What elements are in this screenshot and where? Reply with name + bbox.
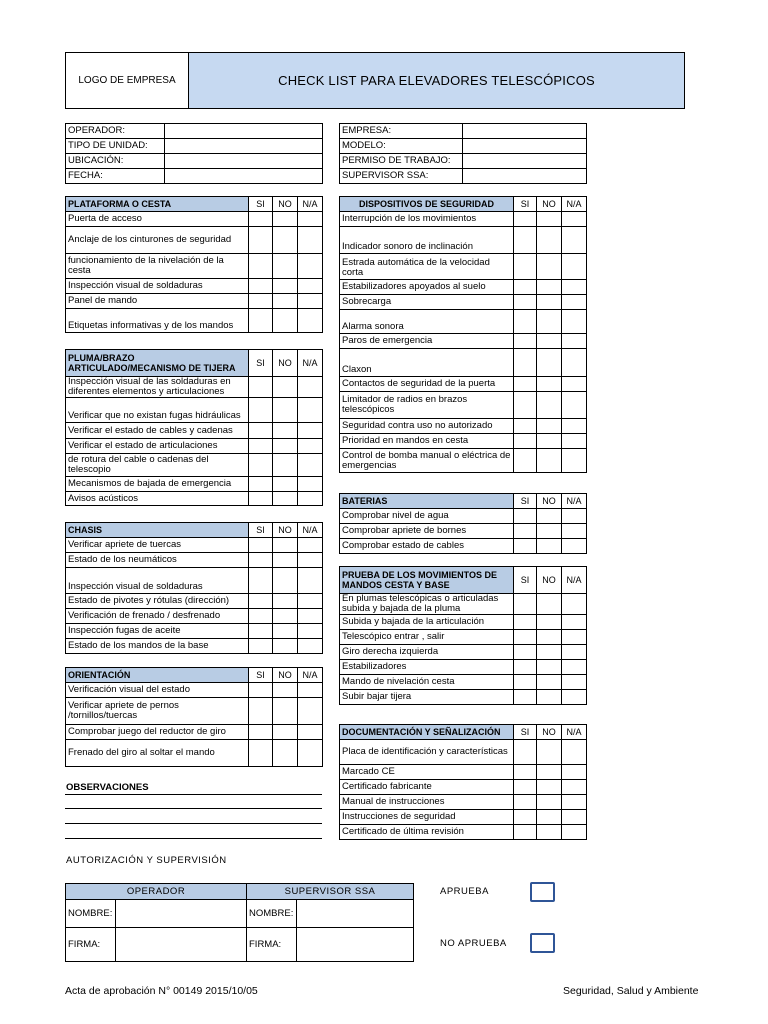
check-si[interactable] <box>249 553 273 568</box>
check-na[interactable] <box>562 310 587 334</box>
company-logo-placeholder: LOGO DE EMPRESA <box>65 52 189 109</box>
pluma-table <box>65 349 323 506</box>
baterias-table <box>339 493 587 554</box>
check-item: Marcado CE <box>340 765 514 780</box>
footer-department: Seguridad, Salud y Ambiente <box>563 985 699 997</box>
check-si[interactable] <box>249 624 273 639</box>
check-si[interactable] <box>514 795 537 810</box>
check-si[interactable] <box>514 334 537 349</box>
check-na[interactable] <box>562 377 587 392</box>
check-no[interactable] <box>537 434 562 449</box>
col-na: N/A <box>298 668 323 683</box>
prueba-table <box>339 566 587 705</box>
check-si[interactable] <box>514 310 537 334</box>
check-item: Alarma sonora <box>340 310 514 334</box>
check-si[interactable] <box>249 254 273 279</box>
check-na[interactable] <box>562 740 587 765</box>
check-item: Inspección fugas de aceite <box>66 624 249 639</box>
check-si[interactable] <box>249 568 273 594</box>
check-na[interactable] <box>562 780 587 795</box>
check-no[interactable] <box>273 740 298 767</box>
check-si[interactable] <box>249 639 273 654</box>
check-item: funcionamiento de la nivelación de la cesta <box>66 254 249 279</box>
check-item: Comprobar juego del reductor de giro <box>66 725 249 740</box>
supervisor-firma-label: FIRMA: <box>247 928 297 962</box>
check-si[interactable] <box>249 439 273 454</box>
permiso-field[interactable] <box>463 154 587 169</box>
check-si[interactable] <box>249 227 273 254</box>
check-item: Estado de los neumáticos <box>66 553 249 568</box>
check-no[interactable] <box>273 423 298 439</box>
col-si: SI <box>249 668 273 683</box>
check-na[interactable] <box>298 683 323 698</box>
check-item: Inspección visual de soldaduras <box>66 279 249 294</box>
check-na[interactable] <box>298 377 323 398</box>
no-aprueba-checkbox[interactable] <box>530 933 555 953</box>
check-no[interactable] <box>537 825 562 840</box>
col-no: NO <box>273 197 298 212</box>
check-item: Estabilizadores apoyados al suelo <box>340 280 514 295</box>
check-na[interactable] <box>562 630 587 645</box>
check-item: Verificar que no existan fugas hidráulicas <box>66 398 249 423</box>
check-no[interactable] <box>537 419 562 434</box>
check-item: Paros de emergencia <box>340 334 514 349</box>
check-na[interactable] <box>298 698 323 725</box>
empresa-field[interactable] <box>463 124 587 139</box>
check-na[interactable] <box>298 553 323 568</box>
dispositivos-title: DISPOSITIVOS DE SEGURIDAD <box>340 197 514 212</box>
check-item: Verificación de frenado / desfrenado <box>66 609 249 624</box>
check-na[interactable] <box>298 740 323 767</box>
check-item: Giro derecha izquierda <box>340 645 514 660</box>
check-no[interactable] <box>273 568 298 594</box>
check-item: Prioridad en mandos en cesta <box>340 434 514 449</box>
check-na[interactable] <box>562 419 587 434</box>
col-no: NO <box>273 523 298 538</box>
info-table-left <box>65 123 323 184</box>
check-item: Control de bomba manual o eléctrica de emergencias <box>340 449 514 473</box>
check-no[interactable] <box>273 683 298 698</box>
check-no[interactable] <box>537 660 562 675</box>
plataforma-title: PLATAFORMA O CESTA <box>66 197 249 212</box>
check-no[interactable] <box>537 310 562 334</box>
ubicacion-label: UBICACIÓN: <box>66 154 165 169</box>
col-si: SI <box>514 725 537 740</box>
operador-nombre-field[interactable] <box>116 900 247 928</box>
check-no[interactable] <box>537 524 562 539</box>
col-na: N/A <box>298 350 323 377</box>
check-item: Claxon <box>340 349 514 377</box>
check-no[interactable] <box>273 594 298 609</box>
check-na[interactable] <box>298 639 323 654</box>
aprueba-label: APRUEBA <box>440 886 489 897</box>
check-no[interactable] <box>537 280 562 295</box>
check-na[interactable] <box>562 675 587 690</box>
check-no[interactable] <box>537 594 562 615</box>
check-item: Estrada automática de la velocidad corta <box>340 254 514 280</box>
check-no[interactable] <box>273 227 298 254</box>
check-si[interactable] <box>514 765 537 780</box>
operador-firma-label: FIRMA: <box>66 928 116 962</box>
check-item: Contactos de seguridad de la puerta <box>340 377 514 392</box>
check-si[interactable] <box>514 392 537 419</box>
check-na[interactable] <box>562 295 587 310</box>
check-item: Placa de identificación y características <box>340 740 514 765</box>
check-no[interactable] <box>273 477 298 492</box>
check-na[interactable] <box>298 454 323 477</box>
check-no[interactable] <box>537 630 562 645</box>
check-item: Puerta de acceso <box>66 212 249 227</box>
check-na[interactable] <box>562 765 587 780</box>
check-no[interactable] <box>273 639 298 654</box>
dispositivos-table <box>339 196 587 473</box>
supervisor-label: SUPERVISOR SSA: <box>340 169 463 184</box>
col-si: SI <box>514 197 537 212</box>
check-si[interactable] <box>514 675 537 690</box>
check-si[interactable] <box>514 434 537 449</box>
check-si[interactable] <box>514 780 537 795</box>
check-si[interactable] <box>249 279 273 294</box>
check-na[interactable] <box>298 294 323 309</box>
check-si[interactable] <box>514 254 537 280</box>
check-no[interactable] <box>273 454 298 477</box>
check-na[interactable] <box>298 725 323 740</box>
check-si[interactable] <box>514 227 537 254</box>
check-no[interactable] <box>537 780 562 795</box>
check-no[interactable] <box>537 810 562 825</box>
signature-table <box>65 883 414 962</box>
check-si[interactable] <box>514 280 537 295</box>
check-no[interactable] <box>537 349 562 377</box>
check-na[interactable] <box>298 398 323 423</box>
check-si[interactable] <box>514 690 537 705</box>
check-item: Subida y bajada de la articulación <box>340 615 514 630</box>
check-item: Inspección visual de soldaduras <box>66 568 249 594</box>
check-na[interactable] <box>298 609 323 624</box>
check-si[interactable] <box>249 398 273 423</box>
check-item: Verificar apriete de pernos /tornillos/tuercas <box>66 698 249 725</box>
check-no[interactable] <box>537 449 562 473</box>
check-item: Certificado de última revisión <box>340 825 514 840</box>
check-na[interactable] <box>562 524 587 539</box>
check-no[interactable] <box>273 254 298 279</box>
check-si[interactable] <box>249 423 273 439</box>
check-si[interactable] <box>249 609 273 624</box>
col-na: N/A <box>562 494 587 509</box>
check-item: Sobrecarga <box>340 295 514 310</box>
check-item: Subir bajar tijera <box>340 690 514 705</box>
check-na[interactable] <box>298 279 323 294</box>
check-item: Instrucciones de seguridad <box>340 810 514 825</box>
check-no[interactable] <box>537 509 562 524</box>
operador-field[interactable] <box>165 124 323 139</box>
check-no[interactable] <box>537 615 562 630</box>
check-no[interactable] <box>537 392 562 419</box>
check-si[interactable] <box>249 594 273 609</box>
check-no[interactable] <box>273 553 298 568</box>
check-item: de rotura del cable o cadenas del telescopio <box>66 454 249 477</box>
check-no[interactable] <box>273 439 298 454</box>
check-na[interactable] <box>562 825 587 840</box>
operador-label: OPERADOR: <box>66 124 165 139</box>
check-no[interactable] <box>537 377 562 392</box>
fecha-label: FECHA: <box>66 169 165 184</box>
observaciones-line[interactable] <box>65 838 322 839</box>
prueba-title: PRUEBA DE LOS MOVIMIENTOS DE MANDOS CESTA Y BASE <box>340 567 514 594</box>
col-no: NO <box>537 725 562 740</box>
check-si[interactable] <box>249 212 273 227</box>
check-na[interactable] <box>562 690 587 705</box>
check-na[interactable] <box>298 538 323 553</box>
check-si[interactable] <box>514 349 537 377</box>
check-si[interactable] <box>249 477 273 492</box>
check-item: Verificar apriete de tuercas <box>66 538 249 553</box>
col-si: SI <box>249 523 273 538</box>
empresa-label: EMPRESA: <box>340 124 463 139</box>
col-no: NO <box>273 350 298 377</box>
check-si[interactable] <box>514 660 537 675</box>
check-na[interactable] <box>562 539 587 554</box>
check-si[interactable] <box>249 294 273 309</box>
observaciones-line[interactable] <box>65 823 322 824</box>
check-no[interactable] <box>537 539 562 554</box>
permiso-label: PERMISO DE TRABAJO: <box>340 154 463 169</box>
check-si[interactable] <box>514 539 537 554</box>
operador-nombre-label: NOMBRE: <box>66 900 116 928</box>
check-item: Seguridad contra uso no autorizado <box>340 419 514 434</box>
check-si[interactable] <box>249 698 273 725</box>
col-si: SI <box>249 350 273 377</box>
supervisor-nombre-label: NOMBRE: <box>247 900 297 928</box>
check-no[interactable] <box>273 492 298 506</box>
check-item: Comprobar apriete de bornes <box>340 524 514 539</box>
check-no[interactable] <box>537 254 562 280</box>
check-na[interactable] <box>298 477 323 492</box>
col-si: SI <box>249 197 273 212</box>
check-na[interactable] <box>562 449 587 473</box>
check-item: Mecanismos de bajada de emergencia <box>66 477 249 492</box>
check-si[interactable] <box>514 449 537 473</box>
check-no[interactable] <box>273 725 298 740</box>
check-si[interactable] <box>514 630 537 645</box>
observaciones-label: OBSERVACIONES <box>66 782 149 793</box>
check-no[interactable] <box>273 377 298 398</box>
supervisor-firma-field[interactable] <box>297 928 414 962</box>
no-aprueba-label: NO APRUEBA <box>440 938 507 949</box>
check-item: Verificar el estado de articulaciones <box>66 439 249 454</box>
aprueba-checkbox[interactable] <box>530 882 555 902</box>
check-item: Indicador sonoro de inclinación <box>340 227 514 254</box>
check-item: Manual de instrucciones <box>340 795 514 810</box>
check-si[interactable] <box>249 454 273 477</box>
check-no[interactable] <box>273 212 298 227</box>
ubicacion-field[interactable] <box>165 154 323 169</box>
col-si: SI <box>514 567 537 594</box>
check-no[interactable] <box>537 227 562 254</box>
check-na[interactable] <box>562 509 587 524</box>
check-si[interactable] <box>249 725 273 740</box>
check-item: Interrupción de los movimientos <box>340 212 514 227</box>
check-no[interactable] <box>273 609 298 624</box>
check-si[interactable] <box>514 509 537 524</box>
check-na[interactable] <box>298 254 323 279</box>
check-na[interactable] <box>298 309 323 333</box>
check-item: En plumas telescópicas o articuladas subida y bajada de la pluma <box>340 594 514 615</box>
check-no[interactable] <box>537 675 562 690</box>
check-na[interactable] <box>562 795 587 810</box>
check-si[interactable] <box>514 810 537 825</box>
check-no[interactable] <box>537 334 562 349</box>
fecha-field[interactable] <box>165 169 323 184</box>
check-item: Comprobar nivel de agua <box>340 509 514 524</box>
check-item: Anclaje de los cinturones de seguridad <box>66 227 249 254</box>
check-item: Mando de nivelación cesta <box>340 675 514 690</box>
check-na[interactable] <box>298 439 323 454</box>
check-item: Avisos acústicos <box>66 492 249 506</box>
documentacion-table <box>339 724 587 840</box>
check-item: Estado de los mandos de la base <box>66 639 249 654</box>
check-na[interactable] <box>562 645 587 660</box>
check-na[interactable] <box>298 227 323 254</box>
check-no[interactable] <box>537 690 562 705</box>
check-item: Comprobar estado de cables <box>340 539 514 554</box>
check-item: Limitador de radios en brazos telescópicos <box>340 392 514 419</box>
pluma-title: PLUMA/BRAZO ARTICULADO/MECANISMO DE TIJERA <box>66 350 249 377</box>
check-no[interactable] <box>537 795 562 810</box>
info-table-right <box>339 123 587 184</box>
check-si[interactable] <box>514 825 537 840</box>
check-no[interactable] <box>273 309 298 333</box>
col-no: NO <box>537 494 562 509</box>
check-na[interactable] <box>562 434 587 449</box>
check-na[interactable] <box>562 212 587 227</box>
check-si[interactable] <box>514 524 537 539</box>
check-si[interactable] <box>249 377 273 398</box>
check-item: Etiquetas informativas y de los mandos <box>66 309 249 333</box>
operador-header: OPERADOR <box>66 884 247 900</box>
check-si[interactable] <box>514 645 537 660</box>
check-na[interactable] <box>562 254 587 280</box>
check-item: Inspección visual de las soldaduras en diferentes elementos y articulaciones <box>66 377 249 398</box>
operador-firma-field[interactable] <box>116 928 247 962</box>
orientacion-table <box>65 667 323 767</box>
check-item: Telescópico entrar , salir <box>340 630 514 645</box>
check-na[interactable] <box>298 624 323 639</box>
check-no[interactable] <box>273 698 298 725</box>
check-no[interactable] <box>537 765 562 780</box>
check-item: Estado de pivotes y rótulas (dirección) <box>66 594 249 609</box>
autorizacion-title: AUTORIZACIÓN Y SUPERVISIÓN <box>66 855 227 866</box>
check-item: Verificación visual del estado <box>66 683 249 698</box>
tipo-unidad-label: TIPO DE UNIDAD: <box>66 139 165 154</box>
col-na: N/A <box>298 523 323 538</box>
observaciones-line[interactable] <box>65 808 322 809</box>
check-no[interactable] <box>273 279 298 294</box>
orientacion-title: ORIENTACIÓN <box>66 668 249 683</box>
check-si[interactable] <box>249 538 273 553</box>
chasis-table <box>65 522 323 654</box>
check-na[interactable] <box>562 392 587 419</box>
chasis-title: CHASIS <box>66 523 249 538</box>
check-item: Panel de mando <box>66 294 249 309</box>
check-si[interactable] <box>514 212 537 227</box>
check-si[interactable] <box>249 683 273 698</box>
check-no[interactable] <box>537 740 562 765</box>
check-si[interactable] <box>514 419 537 434</box>
check-na[interactable] <box>298 594 323 609</box>
col-si: SI <box>514 494 537 509</box>
check-no[interactable] <box>273 538 298 553</box>
col-no: NO <box>273 668 298 683</box>
check-si[interactable] <box>514 615 537 630</box>
col-na: N/A <box>298 197 323 212</box>
tipo-unidad-field[interactable] <box>165 139 323 154</box>
check-na[interactable] <box>562 810 587 825</box>
check-na[interactable] <box>298 212 323 227</box>
documentacion-title: DOCUMENTACIÓN Y SEÑALIZACIÓN <box>340 725 514 740</box>
check-no[interactable] <box>273 294 298 309</box>
check-na[interactable] <box>298 423 323 439</box>
check-na[interactable] <box>562 349 587 377</box>
page-title: CHECK LIST PARA ELEVADORES TELESCÓPICOS <box>188 52 685 109</box>
check-no[interactable] <box>273 398 298 423</box>
check-si[interactable] <box>514 377 537 392</box>
check-item: Estabilizadores <box>340 660 514 675</box>
check-na[interactable] <box>562 334 587 349</box>
check-item: Verificar el estado de cables y cadenas <box>66 423 249 439</box>
supervisor-header: SUPERVISOR SSA <box>247 884 414 900</box>
check-no[interactable] <box>537 645 562 660</box>
check-no[interactable] <box>273 624 298 639</box>
check-si[interactable] <box>249 740 273 767</box>
col-na: N/A <box>562 197 587 212</box>
plataforma-table <box>65 196 323 333</box>
check-si[interactable] <box>514 740 537 765</box>
check-na[interactable] <box>562 280 587 295</box>
check-item: Frenado del giro al soltar el mando <box>66 740 249 767</box>
col-na: N/A <box>562 567 587 594</box>
check-si[interactable] <box>249 309 273 333</box>
check-na[interactable] <box>562 227 587 254</box>
modelo-label: MODELO: <box>340 139 463 154</box>
check-si[interactable] <box>249 492 273 506</box>
check-no[interactable] <box>537 212 562 227</box>
modelo-field[interactable] <box>463 139 587 154</box>
check-na[interactable] <box>298 492 323 506</box>
baterias-title: BATERIAS <box>340 494 514 509</box>
supervisor-nombre-field[interactable] <box>297 900 414 928</box>
col-no: NO <box>537 567 562 594</box>
supervisor-field[interactable] <box>463 169 587 184</box>
check-si[interactable] <box>514 594 537 615</box>
footer-acta: Acta de aprobación N° 00149 2015/10/05 <box>65 985 258 997</box>
col-no: NO <box>537 197 562 212</box>
col-na: N/A <box>562 725 587 740</box>
check-no[interactable] <box>537 295 562 310</box>
observaciones-line[interactable] <box>65 794 322 795</box>
check-na[interactable] <box>298 568 323 594</box>
check-na[interactable] <box>562 594 587 615</box>
check-na[interactable] <box>562 660 587 675</box>
check-na[interactable] <box>562 615 587 630</box>
check-si[interactable] <box>514 295 537 310</box>
check-item: Certificado fabricante <box>340 780 514 795</box>
